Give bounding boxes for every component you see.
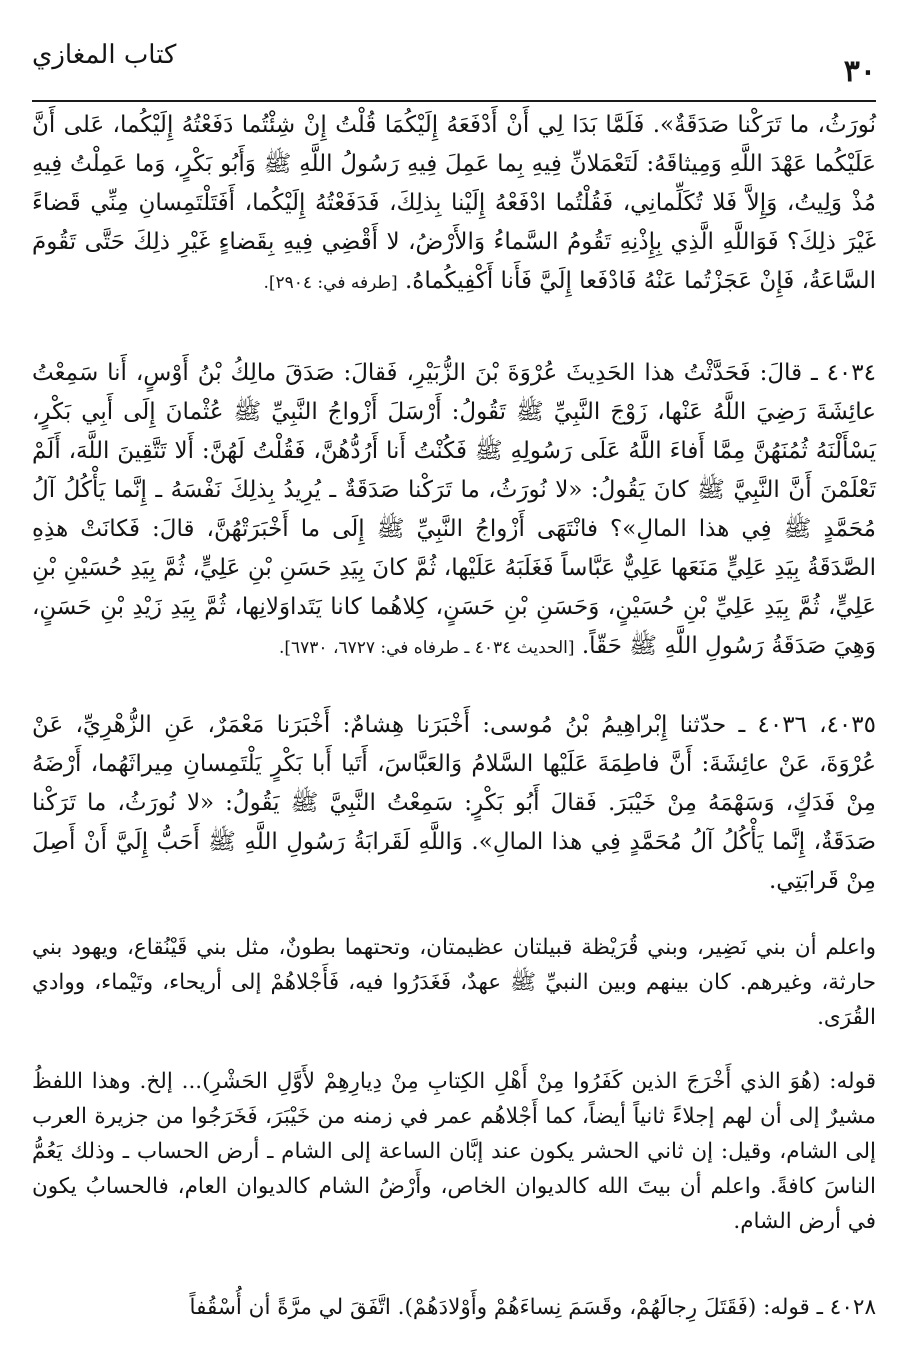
header-divider xyxy=(32,100,876,102)
hadith-text: نُورَثُ، ما تَرَكْنا صَدَقَةٌ». فَلَمَّا بَدَا لِي أَنْ أَدْفَعَهُ إِلَيْكُمَا قُلْتُ إِنْ شِئْتُما دَفَعْتُهُ إِلَيْكُما، عَلى أَنَّ عَلَيْكُما عَهْدَ اللَّهِ وَمِيثاقَهُ: لَتَعْمَلانِّ فِيهِ بِما عَمِلَ فِيهِ رَسُولُ اللَّهِ ﷺ وَأَبُو بَكْرٍ، وَما عَمِلْتُ فِيهِ مُذْ وَلِيتُ، وَإِلاَّ فَلا تُكَلِّمانِي، فَقُلْتُما ادْفَعْهُ إِلَيْنا بِذلِكَ، فَدَفَعْتُهُ إِلَيْكُما، أَفَتَلْتَمِسانِ مِنِّي قَضاءً غَيْرَ ذلِكَ؟ فَوَاللَّهِ الَّذِي بِإِذْنِهِ تَقُومُ السَّماءُ وَالأَرْضُ، لا أَقْضِي فِيهِ بِقَضاءٍ غَيْرِ ذلِكَ حَتَّى تَقُومَ السَّاعَةُ، فَإِنْ عَجَزْتُما عَنْهُ فَادْفَعا إِلَيَّ فَأَنا أَكْفِيكُماهُ. xyxy=(32,112,876,294)
commentary-text: واعلم أن بني نَضِير، وبني قُرَيْظة قبيلتان عظيمتان، وتحتهما بطونٌ، مثل بني قَيْنُقاع، ويهود بني حارثة، وغيرهم. كان بينهم وبين النبيِّ ﷺ عهدٌ، فَغَدَرُوا فيه، فَأَجْلاهُمْ إلى أريحاء، وتَيْماء، ووادي القُرَى. xyxy=(32,935,876,1030)
page-number: ٣٠ xyxy=(843,54,876,89)
book-title: كتاب المغازي xyxy=(32,40,177,70)
hadith-text: ٤٠٣٤ ـ قالَ: فَحَدَّثْتُ هذا الحَدِيثَ عُرْوَةَ بْنَ الزُّبَيْرِ، فَقالَ: صَدَقَ مالِكُ بْنُ أَوْسٍ، أَنا سَمِعْتُ عائِشَةَ رَضِيَ اللَّهُ عَنْها، زَوْجَ النَّبِيِّ ﷺ تَقُولُ: أَرْسَلَ أَزْواجُ النَّبِيِّ ﷺ عُثْمانَ إِلَى أَبِي بَكْرٍ، يَسْأَلْنَهُ ثُمُنَهُنَّ مِمَّا أَفاءَ اللَّهُ عَلَى رَسُولِهِ ﷺ فَكُنْتُ أَنا أَرُدُّهُنَّ، فَقُلْتُ لَهُنَّ: أَلا تَتَّقِينَ اللَّهَ، أَلَمْ تَعْلَمْنَ أَنَّ النَّبِيَّ ﷺ كانَ يَقُولُ: «لا نُورَثُ، ما تَرَكْنا صَدَقَةٌ ـ يُرِيدُ بِذلِكَ نَفْسَهُ ـ إِنَّما يَأْكُلُ آلُ مُحَمَّدٍ ﷺ فِي هذا المالِ»؟ فانْتَهَى أَزْواجُ النَّبِيِّ ﷺ إِلَى ما أَخْبَرَتْهُنَّ، قالَ: فَكانَتْ هذِهِ الصَّدَقَةُ بِيَدِ عَلِيٍّ مَنَعَها عَلِيٌّ عَبَّاساً فَغَلَبَهُ عَلَيْها، ثُمَّ كانَ بِيَدِ حَسَنِ بْنِ عَلِيٍّ، ثُمَّ بِيَدِ حُسَيْنِ بْنِ عَلِيٍّ، ثُمَّ بِيَدِ عَلِيِّ بْنِ حُسَيْنٍ، وَحَسَنِ بْنِ حَسَنٍ، كِلاهُما كانا يَتَداوَلانِها، ثُمَّ بِيَدِ زَيْدِ بْنِ حَسَنٍ، وَهِيَ صَدَقَةُ رَسُولِ اللَّهِ ﷺ حَقّاً. xyxy=(32,360,876,659)
commentary-text: قوله: (هُوَ الذي أَخْرَجَ الذين كَفَرُوا مِنْ أَهْلِ الكِتابِ مِنْ دِيارِهِمْ لأَوَّلِ الحَشْرِ)... إلخ. وهذا اللفظُ مشيرٌ إلى أن لهم إجلاءً ثانياً أيضاً، كما أَجْلاهُم عمر في زمنه من خَيْبَرَ، فَخَرَجُوا من جزيرة العرب إلى الشام، وقيل: إن ثاني الحشر يكون عند إبَّان الساعة إلى الشام ـ أرض الحساب ـ وذلك يَعُمُّ الناسَ كافةً. واعلم أن بيتَ الله كالديوان الخاص، وأَرْضُ الشام كالديوان العام، فالحسابُ يكون في أرض الشام. xyxy=(32,1069,876,1234)
commentary-paragraph xyxy=(32,1064,876,1239)
page-header xyxy=(32,38,876,94)
cross-reference: [الحديث ٤٠٣٤ ـ طرفاه في: ٦٧٢٧، ٦٧٣٠]. xyxy=(278,638,575,658)
hadith-paragraph xyxy=(32,106,876,303)
commentary-paragraph xyxy=(32,930,876,1035)
hadith-paragraph xyxy=(32,354,876,668)
commentary-text: ٤٠٢٨ ـ قوله: (فَقَتَلَ رِجالَهُمْ، وقَسَمَ نِساءَهُمْ وأَوْلادَهُمْ). اتَّفَقَ لي مرَّةً أن أُسْقُفاً xyxy=(189,1295,876,1320)
commentary-paragraph xyxy=(32,1290,876,1325)
cross-reference: [طرفه في: ٢٩٠٤]. xyxy=(263,273,398,293)
hadith-paragraph xyxy=(32,706,876,901)
hadith-text: ٤٠٣٥، ٤٠٣٦ ـ حدّثنا إِبْراهِيمُ بْنُ مُوسى: أَخْبَرَنا هِشامٌ: أَخْبَرَنا مَعْمَرٌ، عَنِ الزُّهْرِيِّ، عَنْ عُرْوَةَ، عَنْ عائِشَةَ: أَنَّ فاطِمَةَ عَلَيْها السَّلامُ وَالعَبَّاسَ، أَتَيا أَبا بَكْرٍ يَلْتَمِسانِ مِيراثَهُما، أَرْضَهُ مِنْ فَدَكٍ، وَسَهْمَهُ مِنْ خَيْبَرَ. فَقالَ أَبُو بَكْرٍ: سَمِعْتُ النَّبِيَّ ﷺ يَقُولُ: «لا نُورَثُ، ما تَرَكْنا صَدَقَةٌ، إِنَّما يَأْكُلُ آلُ مُحَمَّدٍ فِي هذا المالِ». وَاللَّهِ لَقَرابَةُ رَسُولِ اللَّهِ ﷺ أَحَبُّ إِلَيَّ أَنْ أَصِلَ مِنْ قَرابَتِي. xyxy=(32,712,876,894)
